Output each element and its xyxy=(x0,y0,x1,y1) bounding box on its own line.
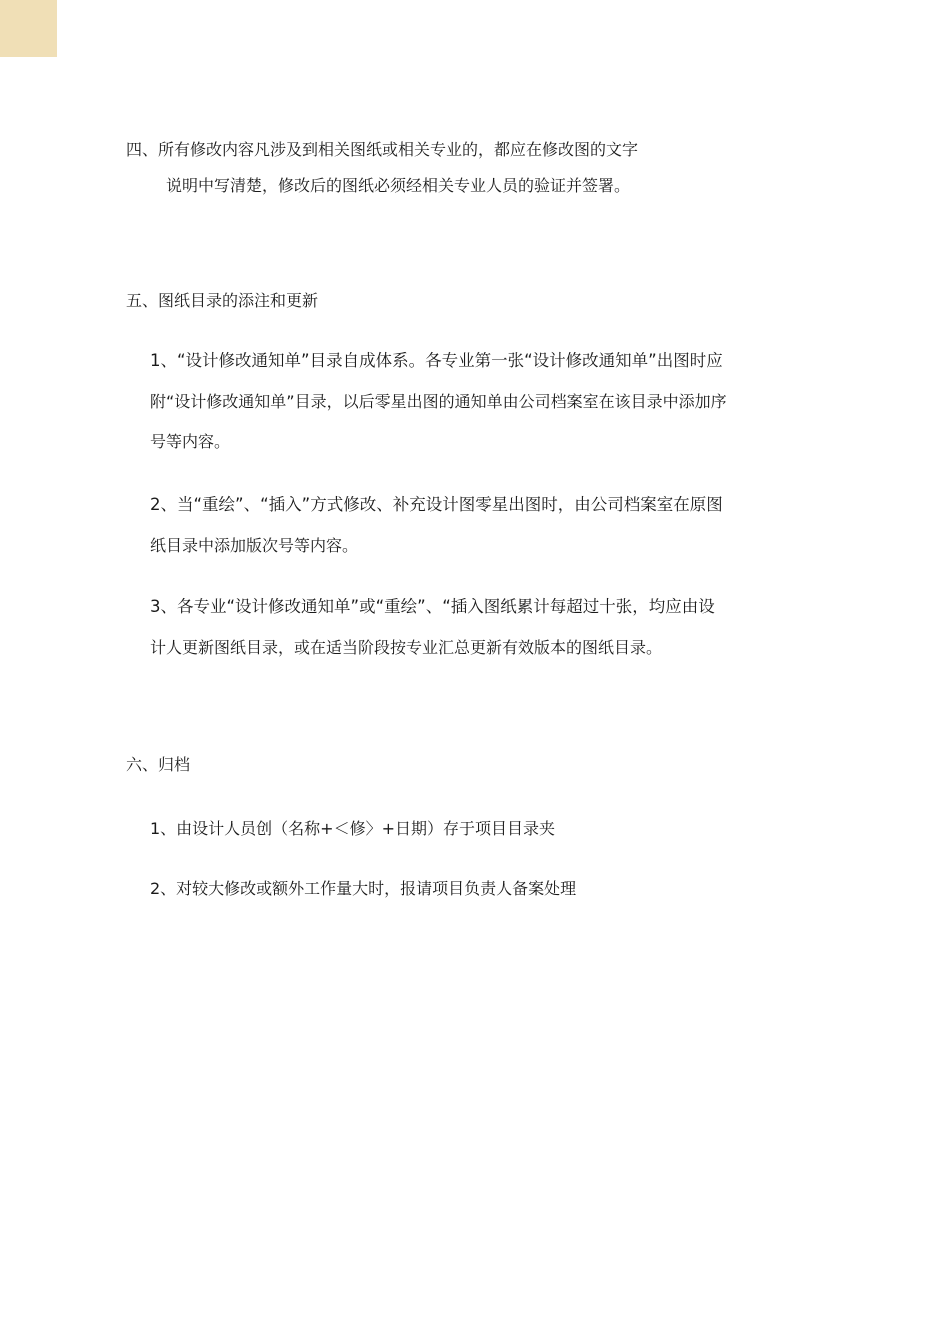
section5-item2-line2: 纸目录中添加版次号等内容。 xyxy=(150,536,359,555)
section6-item2: 2、对较大修改或额外工作量大时，报请项目负责人备案处理 xyxy=(150,879,577,898)
section5-item2-line1: 2、当“重绘”、“插入”方式修改、补充设计图零星出图时，由公司档案室在原图 xyxy=(150,495,723,514)
section6-heading: 六、归档 xyxy=(126,755,191,774)
section5-item1-line1: 1、“设计修改通知单”目录自成体系。各专业第一张“设计修改通知单”出图时应 xyxy=(150,351,723,370)
section6-item1: 1、由设计人员创（名称+＜修〉+日期）存于项目目录夹 xyxy=(150,819,555,838)
section4-line1: 四、所有修改内容凡涉及到相关图纸或相关专业的，都应在修改图的文字 xyxy=(126,140,639,159)
section4-line2: 说明中写清楚，修改后的图纸必须经相关专业人员的验证并签署。 xyxy=(166,176,631,195)
section5-item1-line3: 号等内容。 xyxy=(150,432,231,451)
section5-item1-line2: 附“设计修改通知单”目录，以后零星出图的通知单由公司档案室在该目录中添加序 xyxy=(150,392,727,411)
corner-decoration xyxy=(0,0,57,57)
section5-item3-line1: 3、各专业“设计修改通知单”或“重绘”、“插入图纸累计每超过十张，均应由设 xyxy=(150,597,715,616)
section5-heading: 五、图纸目录的添注和更新 xyxy=(126,291,319,310)
section5-item3-line2: 计人更新图纸目录，或在适当阶段按专业汇总更新有效版本的图纸目录。 xyxy=(150,638,663,657)
